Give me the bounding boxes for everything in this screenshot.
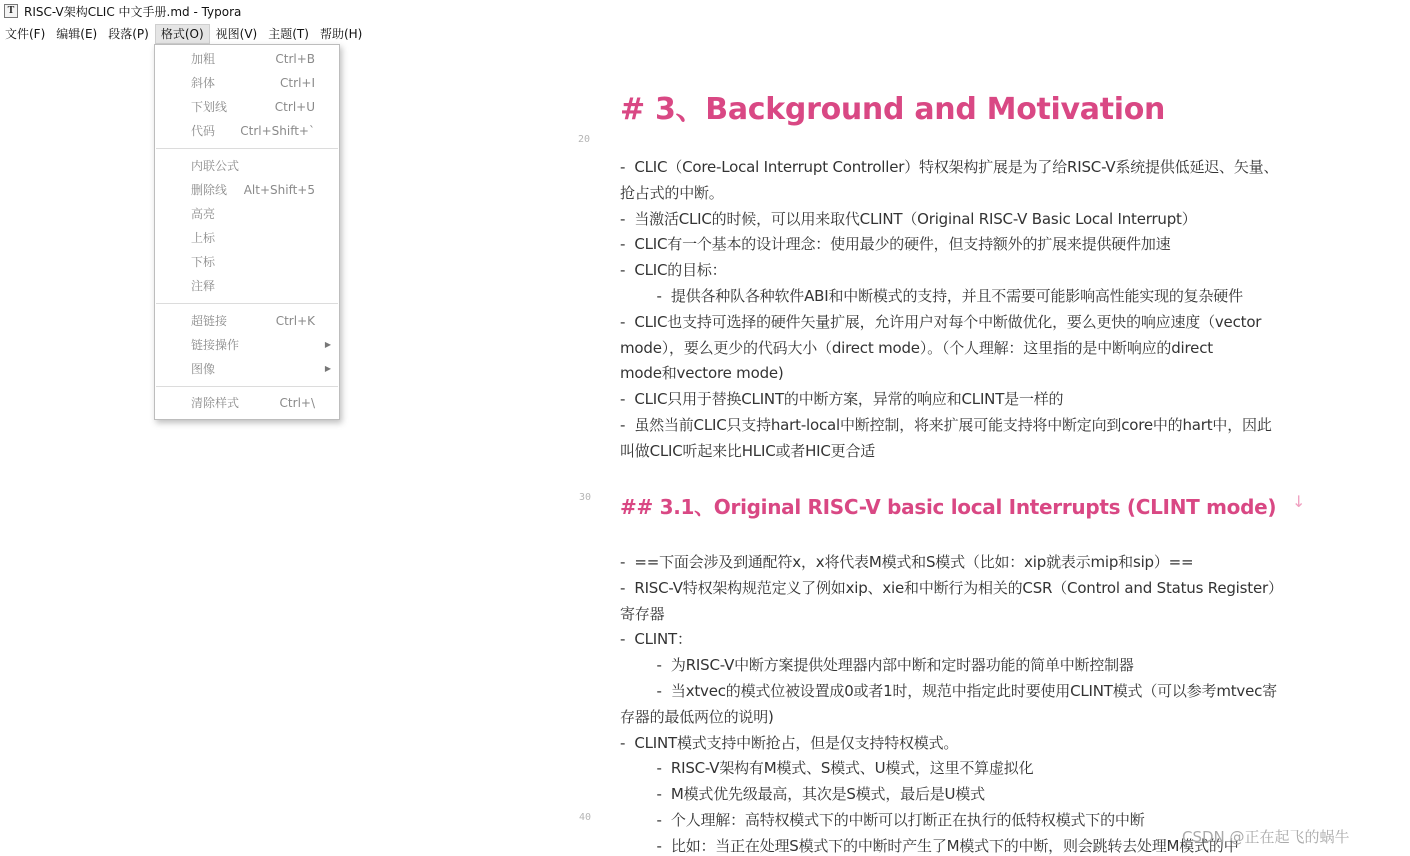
format-menu-item-label: 加粗 [191,52,216,66]
menu-item[interactable]: 视图(V) [215,26,258,41]
paragraph-line[interactable]: - CLINT模式支持中断抢占，但是仅支持特权模式。 [620,733,959,752]
format-menu-item-shortcut: Ctrl+K [275,314,315,328]
paragraph-line[interactable]: mode和vectore mode) [620,364,784,383]
menu-separator [156,148,338,149]
gutter-line-number: 40 [579,812,592,823]
format-menu-item-label: 内联公式 [191,159,240,173]
menu-item[interactable]: 格式(O) [155,24,210,44]
format-menu-item-label: 下划线 [191,100,228,114]
format-menu-item-label: 斜体 [191,76,216,90]
format-menu-item-shortcut: Ctrl+Shift+` [240,124,315,138]
format-menu-item[interactable] [155,226,339,250]
menu-separator [156,386,338,387]
format-menu-item-label: 高亮 [191,207,216,221]
paragraph-line[interactable]: - M模式优先级最高，其次是S模式，最后是U模式 [620,785,985,804]
format-menu-item-shortcut: Ctrl+U [274,100,315,114]
format-menu-item-label: 删除线 [191,183,228,197]
arrow-down-icon: ↓ [1292,492,1306,511]
format-menu-item-label: 代码 [191,124,216,138]
format-menu-item[interactable] [155,71,339,95]
format-menu-item[interactable] [155,202,339,226]
format-menu-item[interactable] [155,47,339,71]
heading-2[interactable]: ## 3.1、Original RISC-V basic local Interrupts (CLINT mode) [620,495,1277,519]
paragraph-line[interactable]: - 当xtvec的模式位被设置成0或者1时，规范中指定此时要使用CLINT模式（可以参考mtvec寄 [620,682,1277,700]
format-menu-item-shortcut: Ctrl+B [275,52,315,66]
heading-1[interactable]: # 3、Background and Motivation [620,92,1166,127]
paragraph-line[interactable]: 存器的最低两位的说明) [620,707,774,726]
format-menu-item-label: 超链接 [191,314,228,328]
submenu-arrow-icon: ▶ [324,340,331,349]
menu-item[interactable]: 文件(F) [5,26,46,41]
format-menu-item-shortcut: Alt+Shift+5 [243,183,315,197]
paragraph-line[interactable]: 叫做CLIC听起来比HLIC或者HIC更合适 [620,441,876,460]
paragraph-line[interactable]: - CLIC有一个基本的设计理念：使用最少的硬件，但支持额外的扩展来提供硬件加速 [620,235,1171,254]
paragraph-line[interactable]: - 提供各种队各种软件ABI和中断模式的支持，并且不需要可能影响高性能实现的复杂硬件 [620,287,1243,305]
gutter-line-number: 30 [579,492,592,503]
format-menu-item-label: 链接操作 [191,338,240,352]
format-menu-item-shortcut: Ctrl+I [280,76,315,90]
paragraph-line[interactable]: - CLIC只用于替换CLINT的中断方案，异常的响应和CLINT是一样的 [620,390,1064,409]
menu-item[interactable]: 编辑(E) [56,26,98,41]
paragraph-line[interactable]: - CLIC也支持可选择的硬件矢量扩展，允许用户对每个中断做优化，要么更快的响应速度（vector [620,312,1262,331]
menu-separator [156,303,338,304]
csdn-watermark: CSDN @正在起飞的蜗牛 [1182,828,1350,846]
format-menu-item[interactable] [155,391,339,415]
paragraph-line[interactable]: 寄存器 [620,604,665,623]
format-menu-item-label: 图像 [191,362,216,376]
paragraph-line[interactable]: - CLIC的目标： [620,261,727,280]
typora-app-icon: T [4,4,18,18]
paragraph-line[interactable]: - RISC-V架构有M模式、S模式、U模式，这里不算虚拟化 [620,759,1034,778]
menu-item[interactable]: 主题(T) [268,26,309,41]
format-menu-item[interactable] [155,357,339,381]
gutter-line-number: 20 [578,134,591,145]
menu-item[interactable]: 段落(P) [108,26,149,41]
window-title: RISC-V架构CLIC 中文手册.md - Typora [24,4,242,19]
paragraph-line[interactable]: - 当激活CLIC的时候，可以用来取代CLINT（Original RISC-V Basic Local Interrupt） [620,209,1197,228]
format-menu-item[interactable] [155,333,339,357]
format-menu-item[interactable] [155,250,339,274]
paragraph-line[interactable]: mode），要么更少的代码大小（direct mode）。（个人理解：这里指的是中断响应的direct [620,338,1213,357]
paragraph-line[interactable]: - ==下面会涉及到通配符x，x将代表M模式和S模式（比如：xip就表示mip和sip）== [620,553,1194,571]
menu-bar [0,23,368,44]
title-bar [0,0,1410,22]
format-menu-item-label: 清除样式 [191,396,240,410]
format-menu-item-shortcut: Ctrl+\ [279,396,315,410]
format-menu-item[interactable] [155,95,339,119]
paragraph-line[interactable]: - CLINT： [620,630,692,649]
format-menu-item[interactable] [155,119,339,143]
paragraph-line[interactable]: - CLIC（Core-Local Interrupt Controller）特权架构扩展是为了给RISC-V系统提供低延迟、矢量、 [620,158,1279,176]
format-menu-item-label: 注释 [191,279,216,293]
format-menu-item[interactable] [155,178,339,202]
format-menu-item[interactable] [155,274,339,298]
format-menu-item[interactable] [155,154,339,178]
paragraph-line[interactable]: - RISC-V特权架构规范定义了例如xip、xie和中断行为相关的CSR（Control and Status Register） [620,578,1283,597]
paragraph-line[interactable]: - 比如：当正在处理S模式下的中断时产生了M模式下的中断，则会跳转去处理M模式的中 [620,836,1239,855]
paragraph-line[interactable]: 抢占式的中断。 [620,183,724,202]
paragraph-line[interactable]: - 个人理解：高特权模式下的中断可以打断正在执行的低特权模式下的中断 [620,811,1145,829]
format-menu-item[interactable] [155,309,339,333]
format-menu-dropdown [154,44,340,420]
paragraph-line[interactable]: - 虽然当前CLIC只支持hart-local中断控制，将来扩展可能支持将中断定向到core中的hart中，因此 [620,416,1272,434]
submenu-arrow-icon: ▶ [324,364,331,373]
format-menu-item-label: 上标 [191,231,216,245]
format-menu-item-label: 下标 [191,255,216,269]
paragraph-line[interactable]: - 为RISC-V中断方案提供处理器内部中断和定时器功能的简单中断控制器 [620,656,1134,675]
menu-item[interactable]: 帮助(H) [319,26,363,41]
